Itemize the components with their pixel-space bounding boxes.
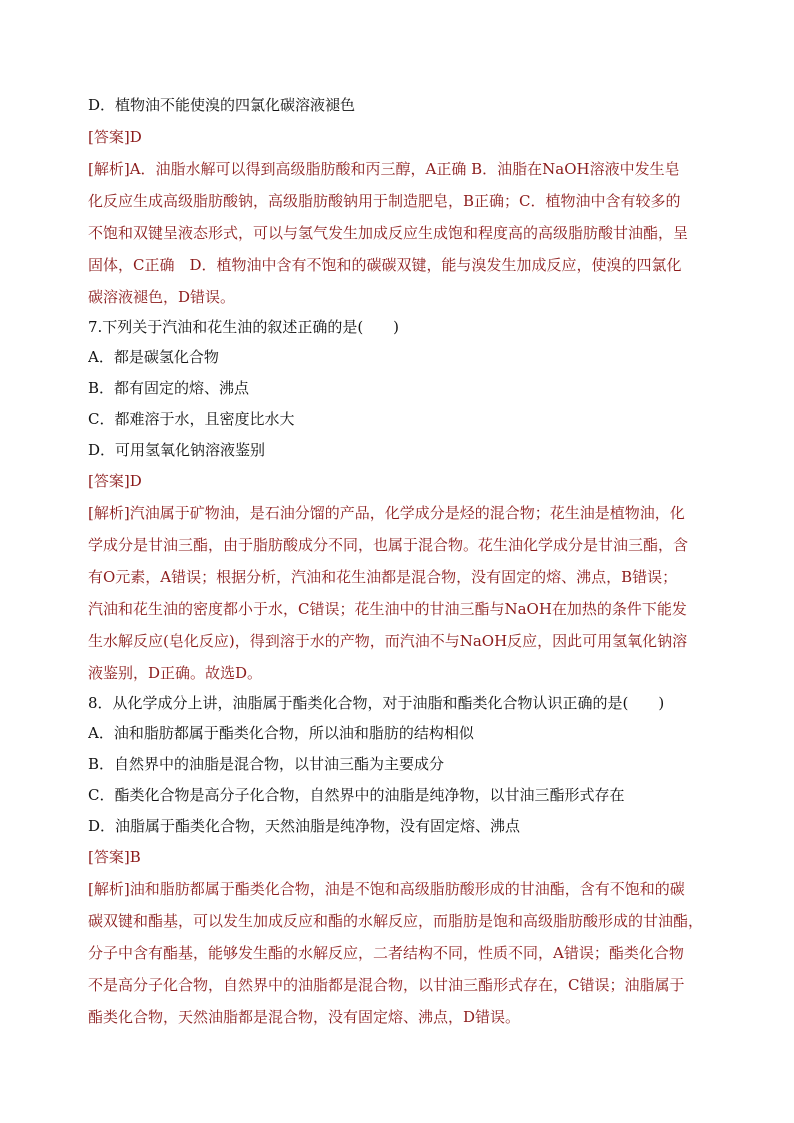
q6-answer: [答案]D bbox=[88, 128, 142, 146]
q6-analysis-line: 固体，C正确 D．植物油中含有不饱和的碳碳双键，能与溴发生加成反应，使溴的四氯化 bbox=[88, 256, 682, 274]
q8-option-b: B．自然界中的油脂是混合物，以甘油三酯为主要成分 bbox=[88, 755, 445, 773]
q8-option-c: C．酯类化合物是高分子化合物，自然界中的油脂是纯净物，以甘油三酯形式存在 bbox=[88, 786, 625, 804]
q7-analysis-line: 有O元素，A错误；根据分析，汽油和花生油都是混合物，没有固定的熔、沸点，B错误； bbox=[88, 568, 678, 586]
q7-analysis-line: 汽油和花生油的密度都小于水，C错误；花生油中的甘油三酯与NaOH在加热的条件下能发 bbox=[88, 600, 687, 618]
q6-analysis-line: [解析]A．油脂水解可以得到高级脂肪酸和丙三醇，A正确 B．油脂在NaOH溶液中发生皂 bbox=[88, 160, 680, 178]
q8-analysis-line: 不是高分子化合物，自然界中的油脂都是混合物，以甘油三酯形式存在，C错误；油脂属于 bbox=[88, 976, 685, 994]
q8-analysis-line: [解析]油和脂肪都属于酯类化合物，油是不饱和高级脂肪酸形成的甘油酯，含有不饱和的碳 bbox=[88, 880, 685, 898]
q8-option-d: D．油脂属于酯类化合物，天然油脂是纯净物，没有固定熔、沸点 bbox=[88, 817, 521, 835]
q7-analysis-line: [解析]汽油属于矿物油，是石油分馏的产品，化学成分是烃的混合物；花生油是植物油，化 bbox=[88, 504, 685, 522]
q6-analysis-line: 碳溶液褪色，D错误。 bbox=[88, 288, 236, 306]
q6-analysis-line: 不饱和双键呈液态形式，可以与氢气发生加成反应生成饱和程度高的高级脂肪酸甘油酯，呈 bbox=[88, 224, 689, 242]
q7-answer: [答案]D bbox=[88, 472, 142, 490]
q7-option-b: B．都有固定的熔、沸点 bbox=[88, 379, 250, 397]
q8-option-a: A．油和脂肪都属于酯类化合物，所以油和脂肪的结构相似 bbox=[88, 724, 474, 742]
q7-analysis-line: 学成分是甘油三酯，由于脂肪酸成分不同，也属于混合物。花生油化学成分是甘油三酯，含 bbox=[88, 536, 689, 554]
q8-answer: [答案]B bbox=[88, 848, 141, 866]
q8-stem: 8．从化学成分上讲，油脂属于酯类化合物，对于油脂和酯类化合物认识正确的是( ) bbox=[88, 694, 665, 712]
q7-stem: 7.下列关于汽油和花生油的叙述正确的是( ) bbox=[88, 318, 400, 336]
q7-option-d: D．可用氢氧化钠溶液鉴别 bbox=[88, 441, 266, 459]
q8-analysis-line: 碳双键和酯基，可以发生加成反应和酯的水解反应，而脂肪是饱和高级脂肪酸形成的甘油酯， bbox=[88, 912, 704, 930]
q7-option-c: C．都难溶于水，且密度比水大 bbox=[88, 410, 295, 428]
q6-analysis-line: 化反应生成高级脂肪酸钠，高级脂肪酸钠用于制造肥皂，B正确；C．植物油中含有较多的 bbox=[88, 192, 681, 210]
q7-analysis-line: 液鉴别，D正确。故选D。 bbox=[88, 664, 263, 682]
q6-option-d: D．植物油不能使溴的四氯化碳溶液褪色 bbox=[88, 96, 356, 114]
q7-option-a: A．都是碳氢化合物 bbox=[88, 348, 219, 366]
q8-analysis-line: 酯类化合物，天然油脂都是混合物，没有固定熔、沸点，D错误。 bbox=[88, 1008, 521, 1026]
q8-analysis-line: 分子中含有酯基，能够发生酯的水解反应，二者结构不同，性质不同，A错误；酯类化合物 bbox=[88, 944, 684, 962]
q7-analysis-line: 生水解反应(皂化反应)，得到溶于水的产物，而汽油不与NaOH反应，因此可用氢氧化钠溶 bbox=[88, 632, 688, 650]
